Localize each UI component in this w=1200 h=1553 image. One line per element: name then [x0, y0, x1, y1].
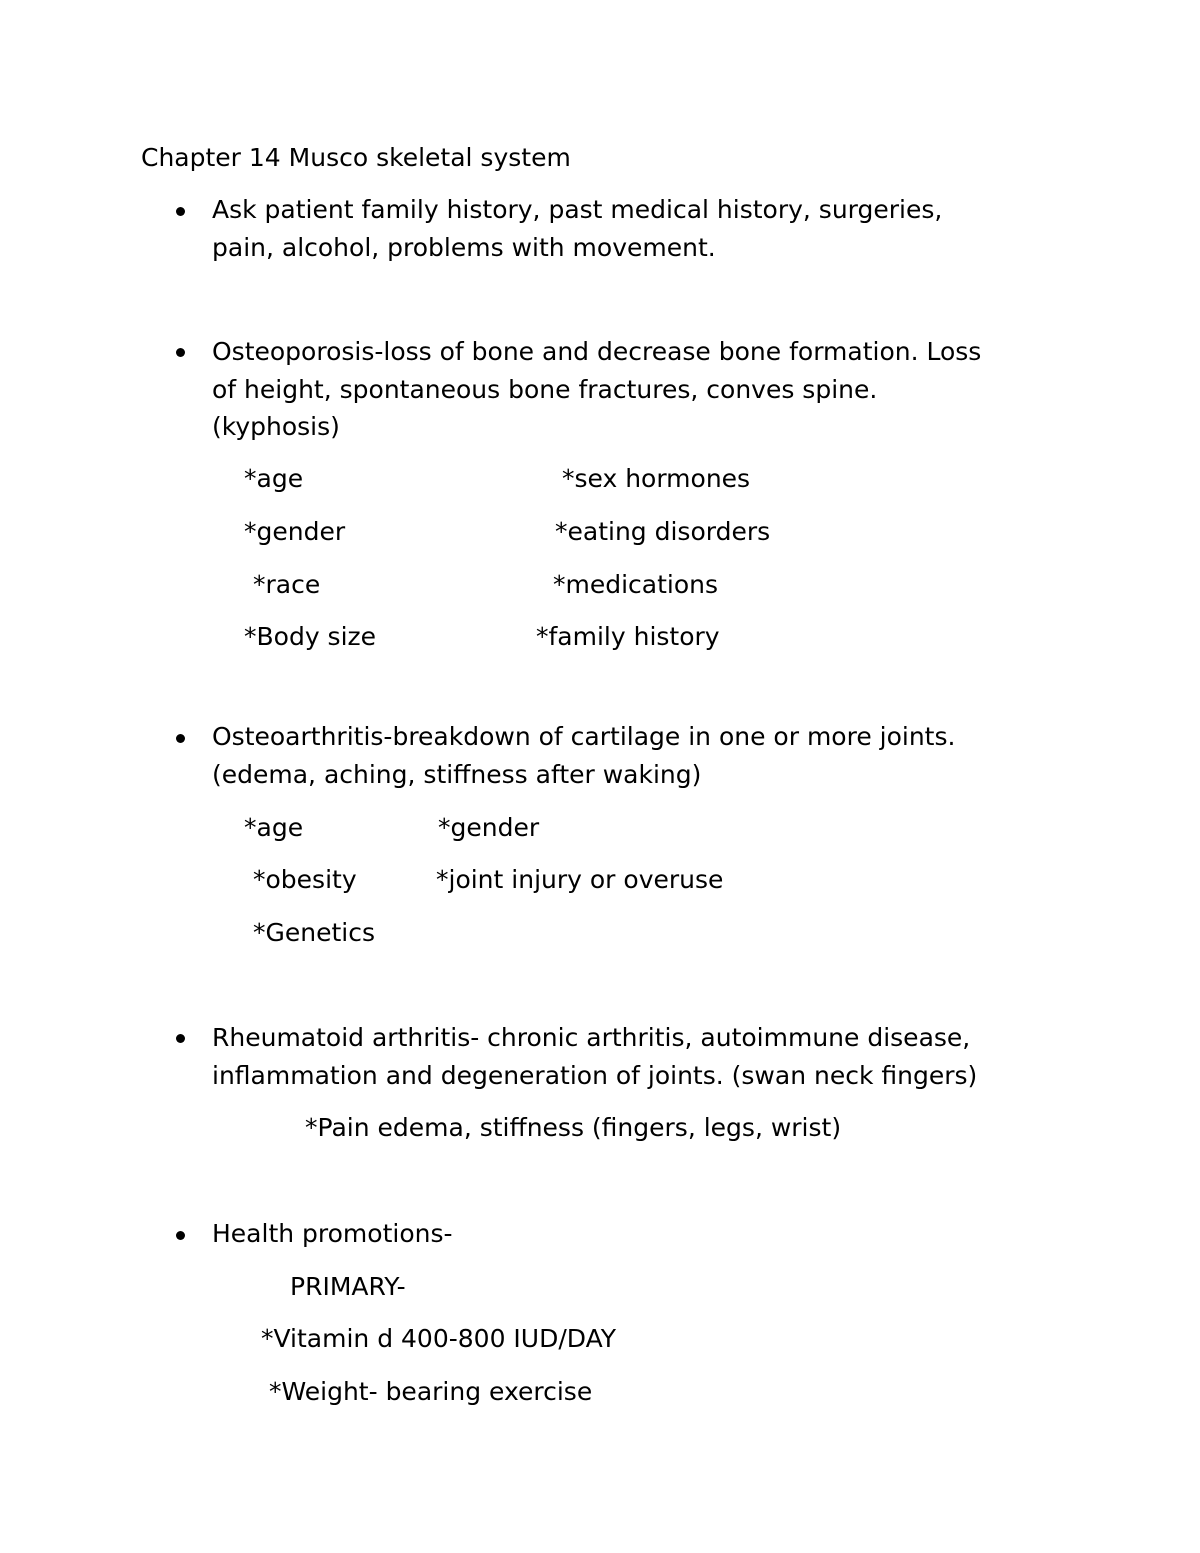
risk-factor: *race: [253, 570, 321, 599]
risk-factor: *gender: [438, 813, 540, 842]
bullet-icon: [176, 207, 185, 216]
bullet-text: pain, alcohol, problems with movement.: [212, 233, 716, 262]
bullet-icon: [176, 348, 185, 357]
promotion-item: *Vitamin d 400-800 IUD/DAY: [261, 1324, 617, 1353]
bullet-text: of height, spontaneous bone fractures, conves spine.: [212, 375, 878, 404]
risk-factor: *family history: [536, 622, 720, 651]
bullet-text: (kyphosis): [212, 412, 340, 441]
promotion-item: *Weight- bearing exercise: [269, 1377, 593, 1406]
risk-factor: *age: [244, 464, 304, 493]
bullet-text: Health promotions-: [212, 1219, 453, 1248]
bullet-text: Ask patient family history, past medical history, surgeries,: [212, 195, 943, 224]
risk-factor: *joint injury or overuse: [436, 865, 724, 894]
bullet-icon: [176, 734, 185, 743]
bullet-icon: [176, 1034, 185, 1043]
risk-factor: *gender: [244, 517, 346, 546]
risk-factor: *sex hormones: [562, 464, 751, 493]
bullet-icon: [176, 1231, 185, 1240]
bullet-text: Osteoarthritis-breakdown of cartilage in one or more joints.: [212, 722, 956, 751]
symptom-line: *Pain edema, stiffness (fingers, legs, wrist): [305, 1113, 842, 1142]
risk-factor: *Genetics: [253, 918, 375, 947]
risk-factor: *eating disorders: [555, 517, 771, 546]
bullet-text: inflammation and degeneration of joints. (swan neck fingers): [212, 1061, 978, 1090]
bullet-text: Osteoporosis-loss of bone and decrease bone formation. Loss: [212, 337, 982, 366]
subheading-primary: PRIMARY-: [290, 1272, 406, 1301]
bullet-text: Rheumatoid arthritis- chronic arthritis, autoimmune disease,: [212, 1023, 971, 1052]
risk-factor: *obesity: [253, 865, 357, 894]
risk-factor: *medications: [553, 570, 719, 599]
bullet-text: (edema, aching, stiffness after waking): [212, 760, 702, 789]
risk-factor: *Body size: [244, 622, 377, 651]
page-title: Chapter 14 Musco skeletal system: [141, 143, 571, 172]
risk-factor: *age: [244, 813, 304, 842]
